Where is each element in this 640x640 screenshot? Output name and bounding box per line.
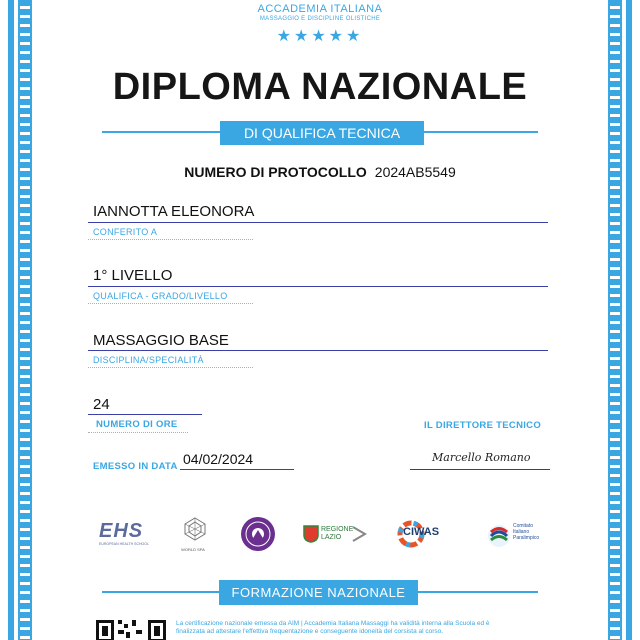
hours-label: NUMERO DI ORE bbox=[96, 419, 178, 430]
issued-label: EMESSO IN DATA bbox=[93, 461, 178, 472]
cip-agitos-icon bbox=[487, 524, 511, 548]
worldspa-emblem-icon bbox=[182, 516, 208, 542]
issued-date: 04/02/2024 bbox=[183, 451, 254, 467]
recipient-label: CONFERITO A bbox=[93, 227, 158, 237]
footer-ribbon bbox=[219, 580, 418, 605]
cip-logo: Comitato Italiano Paralimpico bbox=[487, 522, 545, 550]
discipline-label: DISCIPLINA/SPECIALITÀ bbox=[93, 355, 204, 365]
regione-lazio-crest-icon bbox=[303, 525, 319, 543]
academy-header bbox=[0, 0, 640, 23]
regione-lazio-logo: REGIONE LAZIO bbox=[303, 525, 367, 545]
qr-code-icon bbox=[96, 618, 172, 640]
hours-underline bbox=[88, 414, 202, 415]
diploma-title: DIPLOMA NAZIONALE bbox=[112, 66, 528, 108]
footer-disclaimer-line-2: finalizzata ad attestare l'effettiva frequentazione e conseguente idoneità del corsista al corso. bbox=[176, 628, 444, 635]
rating-stars: ★★★★★ bbox=[276, 28, 364, 45]
seal-icon bbox=[240, 516, 276, 552]
footer-ribbon-text: FORMAZIONE NAZIONALE bbox=[231, 585, 406, 600]
purple-seal-logo bbox=[240, 516, 276, 557]
footer-disclaimer bbox=[176, 620, 606, 636]
subtitle-ribbon bbox=[220, 121, 424, 145]
discipline-value: MASSAGGIO BASE bbox=[93, 332, 229, 349]
qualification-dotted-rule bbox=[88, 303, 253, 304]
qualification-level: 1° LIVELLO bbox=[93, 267, 173, 284]
qualification-label: QUALIFICA - GRADO/LIVELLO bbox=[93, 291, 228, 301]
discipline-underline bbox=[88, 350, 548, 351]
academy-subtitle: MASSAGGIO E DISCIPLINE OLISTICHE bbox=[259, 16, 381, 22]
discipline-dotted-rule bbox=[88, 367, 253, 368]
recipient-underline bbox=[88, 222, 548, 223]
hours-dotted-rule bbox=[88, 432, 188, 433]
qualification-underline bbox=[88, 286, 548, 287]
issued-underline bbox=[180, 469, 294, 470]
recipient-name: IANNOTTA ELEONORA bbox=[93, 203, 255, 220]
worldspa-logo: WORLD SPA bbox=[180, 516, 210, 552]
ehs-logo: EHS EUROPEAN HEALTH SCHOOL bbox=[99, 520, 149, 546]
regione-lazio-mark-icon bbox=[351, 525, 367, 543]
academy-name: ACCADEMIA ITALIANA bbox=[257, 3, 383, 15]
signature-line bbox=[410, 469, 550, 470]
protocol-label: NUMERO DI PROTOCOLLO bbox=[184, 164, 367, 180]
footer-disclaimer-line-1: La certificazione nazionale emessa da AIM | Accademia Italiana Massaggi ha validità interna alla Scuola ed è bbox=[176, 620, 490, 627]
protocol-number: 2024AB5549 bbox=[374, 164, 456, 180]
recipient-dotted-rule bbox=[88, 239, 253, 240]
director-signature: Marcello Romano bbox=[432, 451, 531, 464]
subtitle-text: DI QUALIFICA TECNICA bbox=[243, 125, 401, 141]
ciwas-logo: CIWAS bbox=[397, 520, 459, 550]
director-label: IL DIRETTORE TECNICO bbox=[424, 420, 542, 431]
protocol-row bbox=[0, 164, 640, 180]
partner-logos bbox=[0, 512, 640, 558]
hours-value: 24 bbox=[93, 396, 110, 413]
